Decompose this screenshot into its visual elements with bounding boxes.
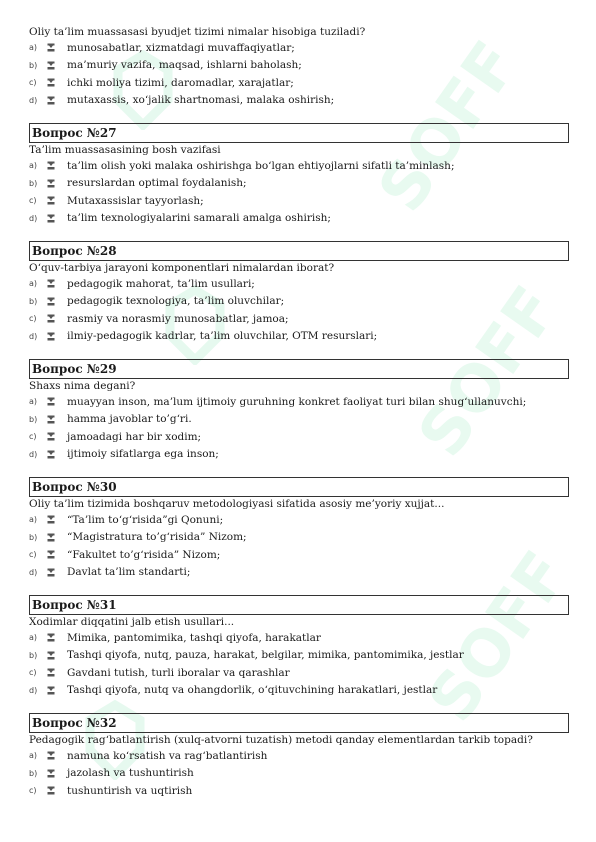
- answer-option[interactable]: [29, 782, 569, 800]
- hourglass-icon: [47, 161, 55, 170]
- option-text: ta’lim texnologiyalarini samarali amalga oshirish;: [67, 212, 331, 225]
- question-block: [29, 26, 569, 109]
- option-text: Mutaxassislar tayyorlash;: [67, 194, 204, 207]
- answer-option[interactable]: [29, 57, 569, 75]
- option-text: “Fakultet to’g‘risida” Nizom;: [67, 548, 221, 561]
- hourglass-icon: [47, 415, 55, 424]
- watermark-1: SOFF: [364, 28, 534, 226]
- answer-option[interactable]: [29, 310, 569, 328]
- question-header: Вопрос №30: [29, 477, 569, 497]
- answer-option[interactable]: [29, 629, 569, 647]
- hourglass-icon: [47, 214, 55, 223]
- answer-option[interactable]: [29, 39, 569, 57]
- hourglass-icon: [47, 668, 55, 677]
- option-text: rasmiy va norasmiy munosabatlar, jamoa;: [67, 312, 289, 325]
- question-text: Pedagogik rag‘batlantirish (xulq-atvorni tuzatish) metodi qanday elementlardan tarkib topadi?: [29, 734, 533, 746]
- hourglass-icon: [47, 450, 55, 459]
- option-text: ichki moliya tizimi, daromadlar, xarajatlar;: [67, 76, 294, 89]
- option-letter: c): [29, 550, 37, 560]
- option-letter: a): [29, 161, 38, 171]
- hourglass-icon: [47, 43, 55, 52]
- option-letter: c): [29, 432, 37, 442]
- option-letter: c): [29, 78, 37, 88]
- answer-option[interactable]: [29, 511, 569, 529]
- option-letter: d): [29, 449, 38, 459]
- answer-option[interactable]: [29, 564, 569, 582]
- question-text: Oliy ta’lim tizimida boshqaruv metodologiyasi sifatida asosiy me’yoriy xujjat...: [29, 498, 445, 510]
- option-text: munosabatlar, xizmatdagi muvaffaqiyatlar;: [67, 41, 295, 54]
- answer-option[interactable]: [29, 293, 569, 311]
- option-letter: d): [29, 213, 38, 223]
- question-header: Вопрос №27: [29, 123, 569, 143]
- hourglass-icon: [47, 533, 55, 542]
- answer-option[interactable]: [29, 647, 569, 665]
- question-text: Oliy ta’lim muassasasi byudjet tizimi nimalar hisobiga tuziladi?: [29, 26, 366, 38]
- hourglass-icon: [47, 786, 55, 795]
- question-text: Ta’lim muassasasining bosh vazifasi: [29, 144, 221, 156]
- option-letter: d): [29, 95, 38, 105]
- option-text: ijtimoiy sifatlarga ega inson;: [67, 448, 219, 461]
- answer-option[interactable]: [29, 74, 569, 92]
- hourglass-icon: [47, 332, 55, 341]
- option-letter: a): [29, 279, 38, 289]
- hourglass-icon: [47, 96, 55, 105]
- hourglass-icon: [47, 297, 55, 306]
- hourglass-icon: [47, 515, 55, 524]
- option-letter: b): [29, 178, 38, 188]
- option-letter: a): [29, 751, 38, 761]
- option-text: Gavdani tutish, turli iboralar va qarashlar: [67, 666, 290, 679]
- question-text: Shaxs nima degani?: [29, 380, 136, 392]
- option-text: tushuntirish va uqtirish: [67, 784, 193, 797]
- answer-option[interactable]: [29, 682, 569, 700]
- option-letter: b): [29, 532, 38, 542]
- hourglass-icon: [47, 633, 55, 642]
- option-text: “Magistratura to’g‘risida” Nizom;: [67, 531, 247, 544]
- option-text: mutaxassis, xo‘jalik shartnomasi, malaka oshirish;: [67, 94, 335, 107]
- answer-option[interactable]: [29, 747, 569, 765]
- option-letter: d): [29, 567, 38, 577]
- hourglass-icon: [47, 550, 55, 559]
- option-letter: b): [29, 414, 38, 424]
- option-letter: d): [29, 685, 38, 695]
- answer-option[interactable]: [29, 428, 569, 446]
- option-letter: c): [29, 786, 37, 796]
- answer-option[interactable]: [29, 275, 569, 293]
- answer-option[interactable]: [29, 192, 569, 210]
- option-letter: c): [29, 314, 37, 324]
- hourglass-icon: [47, 78, 55, 87]
- answer-option[interactable]: [29, 393, 569, 411]
- option-text: pedagogik texnologiya, ta’lim oluvchilar;: [67, 295, 285, 308]
- quiz-page: [29, 26, 569, 800]
- question-block: [29, 713, 569, 800]
- option-text: pedagogik mahorat, ta’lim usullari;: [67, 277, 255, 290]
- hourglass-icon: [47, 179, 55, 188]
- option-letter: a): [29, 43, 38, 53]
- watermark-2: SOFF: [404, 273, 574, 471]
- option-text: resurslardan optimal foydalanish;: [67, 177, 247, 190]
- option-letter: b): [29, 60, 38, 70]
- option-text: Tashqi qiyofa, nutq va ohangdorlik, o‘qituvchining harakatlari, jestlar: [67, 684, 438, 697]
- option-letter: a): [29, 397, 38, 407]
- option-text: ta’lim olish yoki malaka oshirishga bo‘lgan ehtiyojlarni sifatli ta’minlash;: [67, 159, 455, 172]
- option-letter: a): [29, 515, 38, 525]
- hourglass-icon: [47, 432, 55, 441]
- answer-option[interactable]: [29, 175, 569, 193]
- option-text: Mimika, pantomimika, tashqi qiyofa, harakatlar: [67, 631, 321, 644]
- hourglass-icon: [47, 196, 55, 205]
- watermark-3: SOFF: [414, 538, 584, 736]
- option-text: ilmiy-pedagogik kadrlar, ta’lim oluvchilar, OTM resurslari;: [67, 330, 378, 343]
- question-header: Вопрос №32: [29, 713, 569, 733]
- question-block: [29, 241, 569, 345]
- question-text: Xodimlar diqqatini jalb etish usullari...: [29, 616, 235, 628]
- question-block: [29, 477, 569, 581]
- answer-option[interactable]: [29, 210, 569, 228]
- hourglass-icon: [47, 314, 55, 323]
- option-text: Tashqi qiyofa, nutq, pauza, harakat, belgilar, mimika, pantomimika, jestlar: [67, 649, 464, 662]
- hourglass-icon: [47, 651, 55, 660]
- hourglass-icon: [47, 279, 55, 288]
- question-header: Вопрос №31: [29, 595, 569, 615]
- option-text: ma’muriy vazifa, maqsad, ishlarni baholash;: [67, 59, 302, 72]
- hourglass-icon: [47, 769, 55, 778]
- answer-option[interactable]: [29, 529, 569, 547]
- answer-option[interactable]: [29, 157, 569, 175]
- answer-option[interactable]: [29, 546, 569, 564]
- option-text: “Ta’lim to‘g‘risida”gi Qonuni;: [67, 513, 224, 526]
- hourglass-icon: [47, 751, 55, 760]
- hourglass-icon: [47, 397, 55, 406]
- option-letter: c): [29, 668, 37, 678]
- option-letter: a): [29, 633, 38, 643]
- answer-option[interactable]: [29, 446, 569, 464]
- hourglass-icon: [47, 686, 55, 695]
- answer-option[interactable]: [29, 664, 569, 682]
- question-block: [29, 359, 569, 463]
- question-header: Вопрос №29: [29, 359, 569, 379]
- option-text: namuna ko‘rsatish va rag‘batlantirish: [67, 749, 268, 762]
- answer-option[interactable]: [29, 92, 569, 110]
- question-header: Вопрос №28: [29, 241, 569, 261]
- answer-option[interactable]: [29, 411, 569, 429]
- option-letter: c): [29, 196, 37, 206]
- hourglass-icon: [47, 568, 55, 577]
- option-text: hamma javoblar to’g‘ri.: [67, 413, 192, 426]
- option-letter: b): [29, 768, 38, 778]
- option-text: jamoadagi har bir xodim;: [67, 430, 202, 443]
- option-text: muayyan inson, ma’lum ijtimoiy guruhning konkret faoliyat turi bilan shug‘ullanuvchi;: [67, 395, 527, 408]
- option-text: jazolash va tushuntirish: [67, 767, 194, 780]
- option-text: Davlat ta’lim standarti;: [67, 566, 191, 579]
- option-letter: d): [29, 331, 38, 341]
- question-block: [29, 595, 569, 699]
- question-text: O‘quv-tarbiya jarayoni komponentlari nimalardan iborat?: [29, 262, 335, 274]
- question-block: [29, 123, 569, 227]
- question-list: [29, 26, 569, 800]
- answer-option[interactable]: [29, 765, 569, 783]
- option-letter: b): [29, 650, 38, 660]
- answer-option[interactable]: [29, 328, 569, 346]
- option-letter: b): [29, 296, 38, 306]
- hourglass-icon: [47, 61, 55, 70]
